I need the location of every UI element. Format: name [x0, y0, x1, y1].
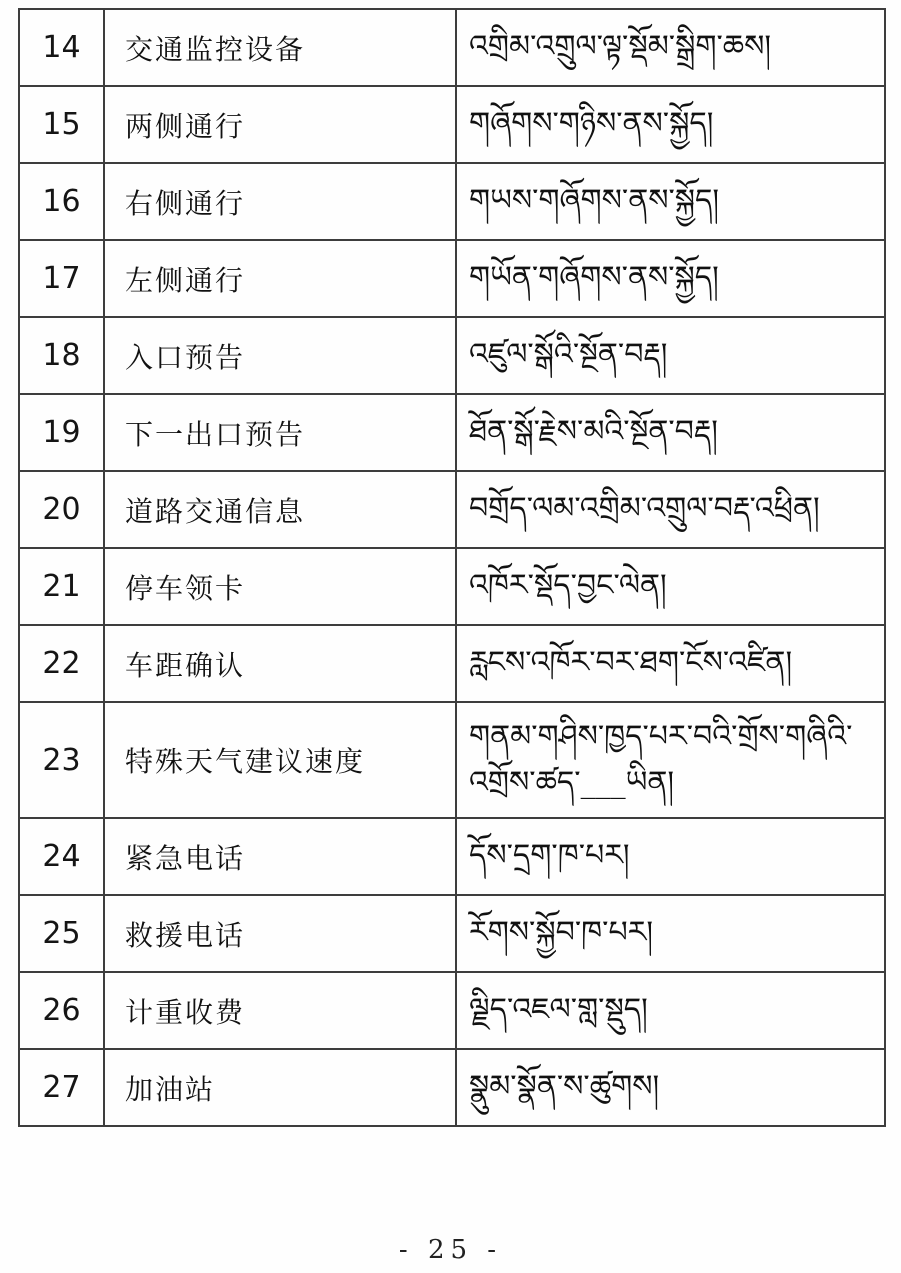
chinese-term-cell: 紧急电话: [104, 818, 456, 895]
chinese-term-cell: 计重收费: [104, 972, 456, 1049]
table-row: [19, 818, 885, 895]
row-number-cell: 21: [19, 548, 104, 625]
table-row: [19, 625, 885, 702]
row-number-cell: 26: [19, 972, 104, 1049]
tibetan-term-cell: ལྗིད་འཇལ་གླ་སྡུད།: [456, 972, 885, 1049]
tibetan-term-cell: བགྲོད་ལམ་འགྲིམ་འགྲུལ་བརྡ་འཕྲིན།: [456, 471, 885, 548]
table-row: [19, 1049, 885, 1126]
tibetan-term-cell: དོས་དྲག་ཁ་པར།: [456, 818, 885, 895]
chinese-term-cell: 入口预告: [104, 317, 456, 394]
tibetan-term-cell: འཁོར་སྡོད་བྱང་ལེན།: [456, 548, 885, 625]
row-number-cell: 23: [19, 702, 104, 818]
row-number-cell: 19: [19, 394, 104, 471]
chinese-term-cell: 救援电话: [104, 895, 456, 972]
table-row: [19, 163, 885, 240]
chinese-term-cell: 道路交通信息: [104, 471, 456, 548]
tibetan-term-cell: འགྲིམ་འགྲུལ་ལྟ་སྡོམ་སྒྲིག་ཆས།: [456, 9, 885, 86]
row-number-cell: 25: [19, 895, 104, 972]
tibetan-term-cell: གཞོགས་གཉིས་ནས་སྐྱོད།: [456, 86, 885, 163]
row-number-cell: 20: [19, 471, 104, 548]
chinese-term-cell: 下一出口预告: [104, 394, 456, 471]
page-number: - 25 -: [398, 1235, 503, 1265]
chinese-term-cell: 交通监控设备: [104, 9, 456, 86]
tibetan-term-cell: རླངས་འཁོར་བར་ཐག་ངོས་འཛིན།: [456, 625, 885, 702]
row-number-cell: 16: [19, 163, 104, 240]
row-number-cell: 27: [19, 1049, 104, 1126]
row-number-cell: 22: [19, 625, 104, 702]
table-row: [19, 317, 885, 394]
table-row: [19, 240, 885, 317]
tibetan-term-cell: གནམ་གཤིས་ཁྱད་པར་བའི་གྲོས་གཞིའི་ འགྲོས་ཚད་___ཡིན།: [456, 702, 885, 818]
table-row: [19, 9, 885, 86]
tibetan-term-cell: གཡོན་གཞོགས་ནས་སྐྱོད།: [456, 240, 885, 317]
table-row: [19, 394, 885, 471]
chinese-term-cell: 车距确认: [104, 625, 456, 702]
tibetan-term-cell: གཡས་གཞོགས་ནས་སྐྱོད།: [456, 163, 885, 240]
table-row: [19, 895, 885, 972]
tibetan-term-cell: འཛུལ་སྒོའི་སྔོན་བརྡ།: [456, 317, 885, 394]
table-row: [19, 548, 885, 625]
bilingual-term-table: [18, 8, 886, 1127]
table-row: [19, 471, 885, 548]
tibetan-term-cell: རོགས་སྐྱོབ་ཁ་པར།: [456, 895, 885, 972]
row-number-cell: 18: [19, 317, 104, 394]
row-number-cell: 14: [19, 9, 104, 86]
chinese-term-cell: 两侧通行: [104, 86, 456, 163]
row-number-cell: 17: [19, 240, 104, 317]
chinese-term-cell: 特殊天气建议速度: [104, 702, 456, 818]
table-row: [19, 972, 885, 1049]
table-row: [19, 86, 885, 163]
chinese-term-cell: 加油站: [104, 1049, 456, 1126]
table-row: [19, 702, 885, 818]
tibetan-term-cell: ཐོན་སྒོ་རྗེས་མའི་སྔོན་བརྡ།: [456, 394, 885, 471]
row-number-cell: 24: [19, 818, 104, 895]
chinese-term-cell: 右侧通行: [104, 163, 456, 240]
chinese-term-cell: 左侧通行: [104, 240, 456, 317]
chinese-term-cell: 停车领卡: [104, 548, 456, 625]
row-number-cell: 15: [19, 86, 104, 163]
tibetan-term-cell: སྣུམ་སྣོན་ས་ཚུགས།: [456, 1049, 885, 1126]
